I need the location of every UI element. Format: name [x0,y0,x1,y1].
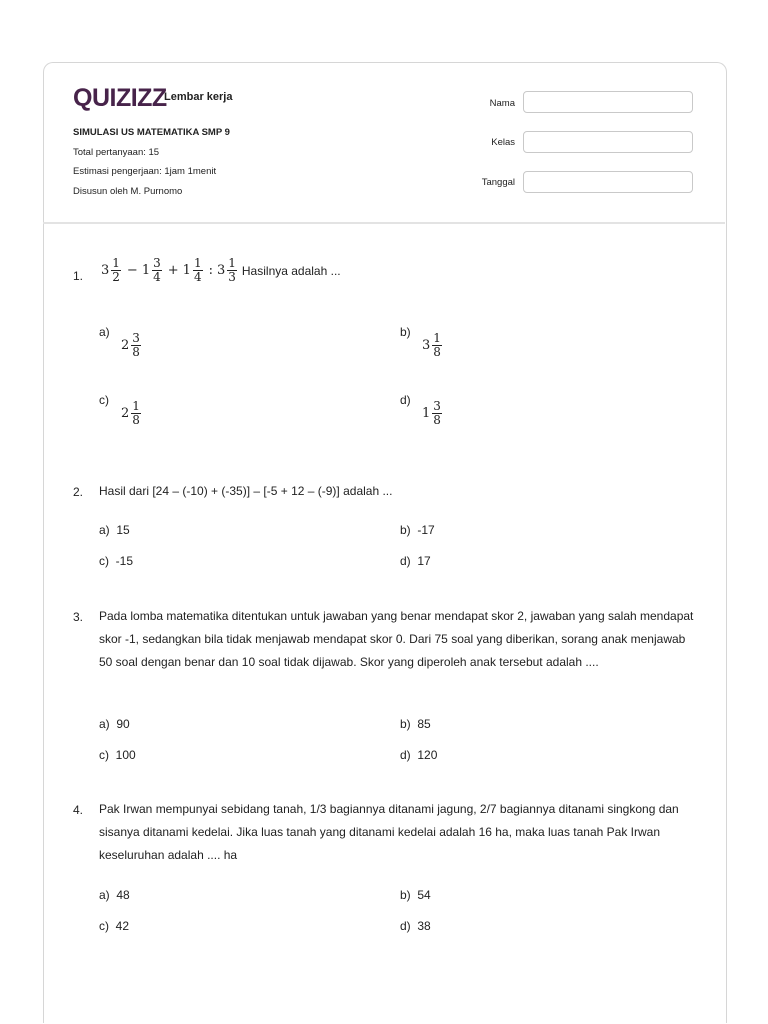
q3-option-d: d) 120 [400,748,438,762]
q1-option-b-value: 3 $\frac{1}{8}$ [422,331,441,359]
q1-option-a-value: 2 $\frac{3}{8}$ [121,331,140,359]
name-label: Nama [489,98,515,109]
q2-option-b: b) -17 [400,523,435,537]
q3-option-b: b) 85 [400,717,431,731]
worksheet-title: SIMULASI US MATEMATIKA SMP 9 [73,127,230,138]
question-2-number: 2. [73,485,84,499]
question-3-text: Pada lomba matematika ditentukan untuk jawaban yang benar mendapat skor 2, jawaban yang salah mendapat skor -1, sedangkan bila tidak menjawab mendapat skor 0. Dari 75 soal yang diberikan, sorang anak menjawab 50 soal dengan benar dan 10 soal tidak dijawab. Skor yang diperoleh anak tersebut adalah .... [99,609,694,669]
name-field[interactable] [523,91,693,113]
q4-option-c: c) 42 [99,919,130,933]
class-field[interactable] [523,131,693,153]
q4-option-d: d) 38 [400,919,431,933]
date-label: Tanggal [481,177,515,188]
question-4-number: 4. [73,803,84,817]
q1-option-c-value: 2 $\frac{1}{8}$ [121,399,140,427]
date-field[interactable] [523,171,693,193]
question-4-text: Pak Irwan mempunyai sebidang tanah, 1/3 bagiannya ditanami jagung, 2/7 bagiannya ditanami singkong dan sisanya ditanami kedelai. Jika luas tanah yang ditanami kedelai adalah 16 ha, maka luas tanah Pak Irwan keseluruhan adalah .... ha [99,802,679,862]
question-2-text: Hasil dari [24 – (-10) + (-35)] – [-5 + 12 – (-9)] adalah ... [99,484,393,498]
q1-option-d-label: d) [400,393,411,407]
q4-option-b: b) 54 [400,888,431,902]
q1-option-a-label: a) [99,325,110,339]
q2-option-d: d) 17 [400,554,431,568]
class-label: Kelas [491,137,515,148]
estimated-time: Estimasi pengerjaan: 1jam 1menit [73,166,217,177]
question-1-expression: 3 $\frac{1}{2}$ − 1 $\frac{3}{4}$ + 1 $\frac{1}{4}$ : 3 $\frac{1}{3}$ [101,256,236,284]
q3-option-c: c) 100 [99,748,136,762]
q2-option-c: c) -15 [99,554,134,568]
question-1-text: 3 $\frac{1}{2}$ − 1 $\frac{3}{4}$ + 1 $\frac{1}{4}$ : 3 $\frac{1}{3}$ Hasilnya adalah ... [101,256,341,284]
author: Disusun oleh M. Purnomo [73,186,183,197]
worksheet-subtitle: Lembar kerja [164,91,233,103]
q3-option-a: a) 90 [99,717,130,731]
q1-option-d-value: 1 $\frac{3}{8}$ [422,399,441,427]
q4-option-a: a) 48 [99,888,130,902]
q1-option-c-label: c) [99,393,109,407]
quizizz-logo: QUIZIZZ [73,84,167,112]
question-1-number: 1. [73,269,84,283]
total-questions: Total pertanyaan: 15 [73,147,160,158]
q2-option-a: a) 15 [99,523,130,537]
question-3-number: 3. [73,610,84,624]
q1-option-b-label: b) [400,325,411,339]
